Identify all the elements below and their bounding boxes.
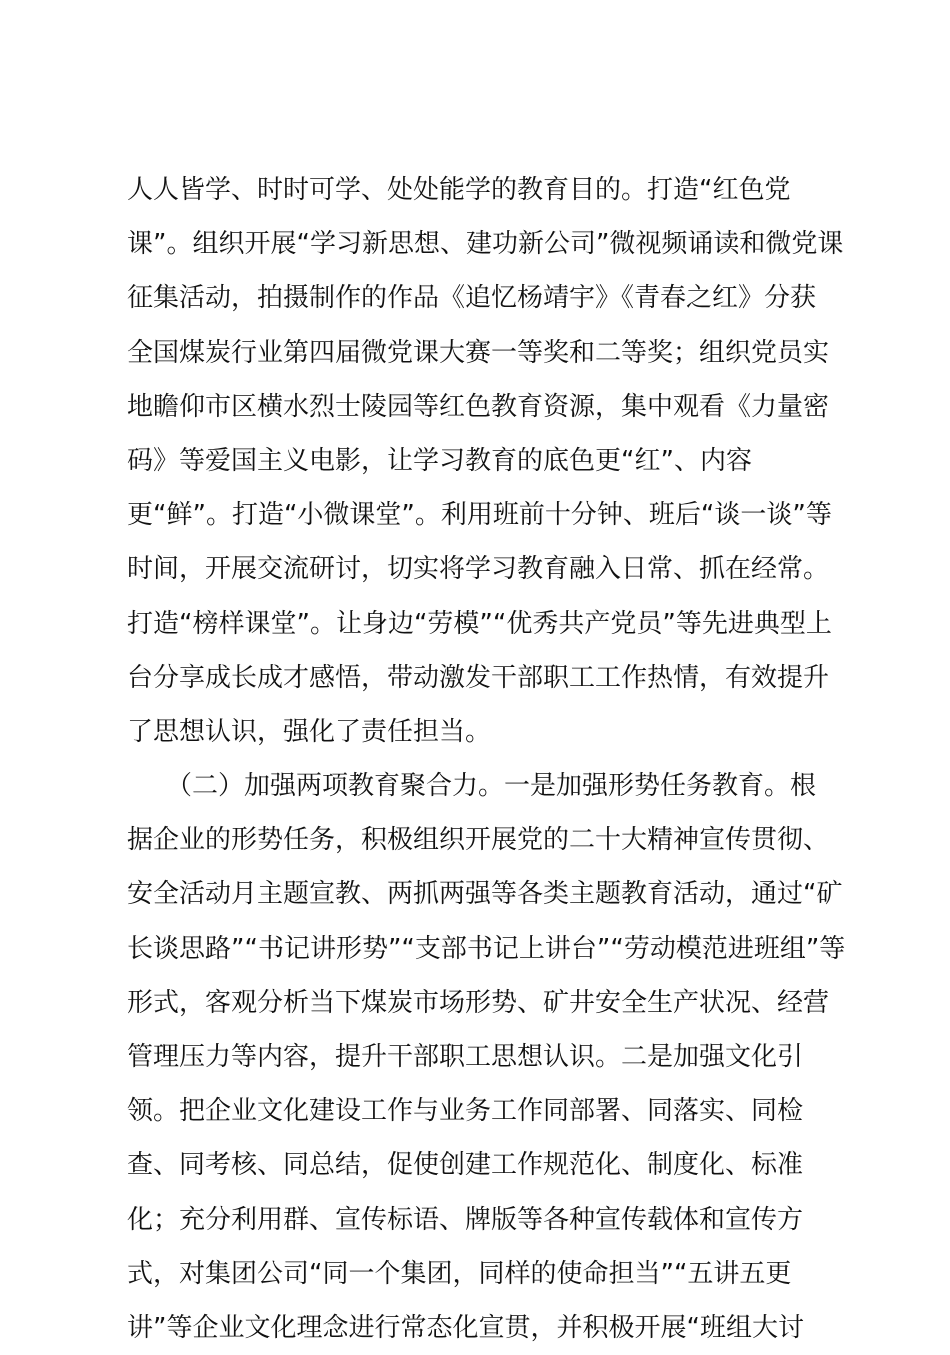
- text-line: 形式，客观分析当下煤炭市场形势、矿井安全生产状况、经营: [127, 987, 830, 1018]
- text-line: 课”。组织开展“学习新思想、建功新公司”微视频诵读和微党课: [127, 229, 844, 260]
- text-line: 打造“榜样课堂”。让身边“劳模”“优秀共产党员”等先进典型上: [127, 608, 832, 639]
- text-line: 化；充分利用群、宣传标语、牌版等各种宣传载体和宣传方: [127, 1204, 804, 1235]
- text-line: 码》等爱国主义电影，让学习教育的底色更“红”、内容: [127, 445, 752, 476]
- text-line: 人人皆学、时时可学、处处能学的教育目的。打造“红色党: [127, 175, 791, 205]
- text-line: 管理压力等内容，提升干部职工思想认识。二是加强文化引: [127, 1042, 804, 1072]
- text-line: 台分享成长成才感悟，带动激发干部职工工作热情，有效提升: [127, 662, 830, 693]
- text-line: 全国煤炭行业第四届微党课大赛一等奖和二等奖；组织党员实: [127, 337, 830, 368]
- text-line: 长谈思路”“书记讲形势”“支部书记上讲台”“劳动模范进班组”等: [127, 933, 846, 964]
- body-text: [127, 163, 847, 1355]
- text-line: 时间，开展交流研讨，切实将学习教育融入日常、抓在经常。: [127, 554, 830, 585]
- text-line: 了思想认识，强化了责任担当。: [127, 716, 492, 747]
- text-line: 安全活动月主题宣教、两抓两强等各类主题教育活动，通过“矿: [127, 879, 843, 910]
- text-line: 查、同考核、同总结，促使创建工作规范化、制度化、标准: [127, 1150, 804, 1181]
- text-line: 更“鲜”。打造“小微课堂”。利用班前十分钟、班后“谈一谈”等: [127, 500, 832, 531]
- text-line: 讲”等企业文化理念进行常态化宣贯，并积极开展“班组大讨: [127, 1312, 804, 1343]
- text-line: 据企业的形势任务，积极组织开展党的二十大精神宣传贯彻、: [127, 825, 830, 856]
- text-line: 征集活动，拍摄制作的作品《追忆杨靖宇》《青春之红》分获: [127, 283, 817, 314]
- text-line: （二）加强两项教育聚合力。一是加强形势任务教育。根: [127, 771, 817, 802]
- text-line: 领。把企业文化建设工作与业务工作同部署、同落实、同检: [127, 1096, 804, 1127]
- text-line: 式，对集团公司“同一个集团，同样的使命担当”“五讲五更: [127, 1258, 792, 1289]
- text-line: 地瞻仰市区横水烈士陵园等红色教育资源，集中观看《力量密: [127, 391, 830, 422]
